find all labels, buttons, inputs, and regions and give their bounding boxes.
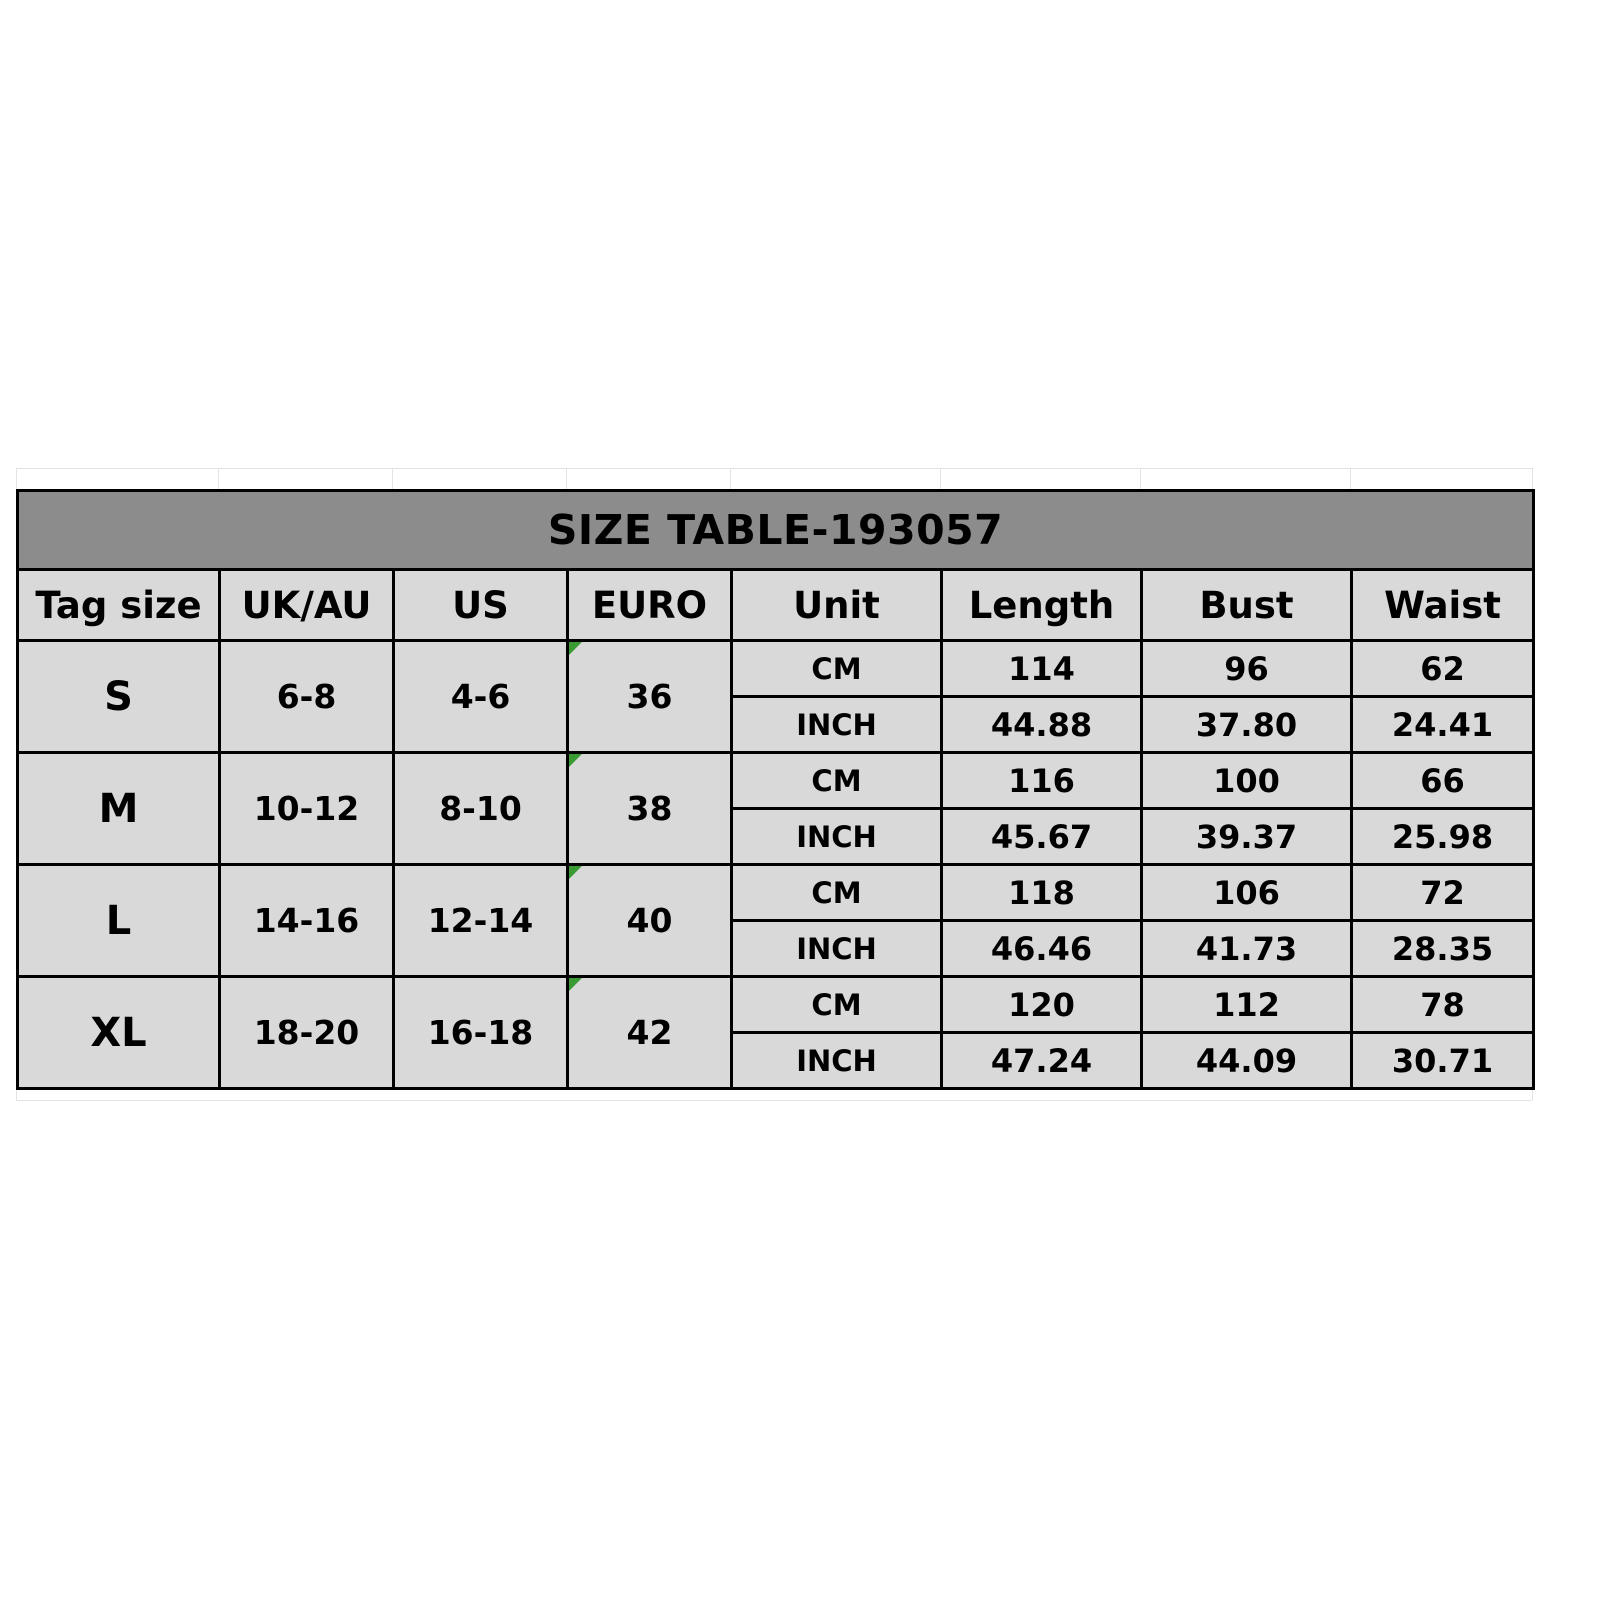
cell-length: 47.24 bbox=[942, 1033, 1142, 1089]
gridline bbox=[16, 468, 1532, 469]
cell-unit: CM bbox=[732, 641, 942, 697]
gridline bbox=[392, 468, 393, 490]
cell-length: 120 bbox=[942, 977, 1142, 1033]
cell-tag-size: L bbox=[18, 865, 220, 977]
column-header-bust: Bust bbox=[1142, 570, 1352, 641]
cell-unit: INCH bbox=[732, 921, 942, 977]
cell-length: 118 bbox=[942, 865, 1142, 921]
cell-unit: INCH bbox=[732, 1033, 942, 1089]
gridline bbox=[730, 468, 731, 490]
cell-us: 16-18 bbox=[394, 977, 568, 1089]
cell-uk-au: 18-20 bbox=[220, 977, 394, 1089]
cell-us: 8-10 bbox=[394, 753, 568, 865]
comment-marker-icon bbox=[569, 754, 582, 767]
cell-bust: 96 bbox=[1142, 641, 1352, 697]
cell-uk-au: 6-8 bbox=[220, 641, 394, 753]
cell-unit: INCH bbox=[732, 697, 942, 753]
cell-unit: CM bbox=[732, 753, 942, 809]
page-title: SIZE TABLE-193057 bbox=[18, 491, 1534, 570]
cell-uk-au: 10-12 bbox=[220, 753, 394, 865]
cell-tag-size: S bbox=[18, 641, 220, 753]
cell-length: 46.46 bbox=[942, 921, 1142, 977]
cell-bust: 100 bbox=[1142, 753, 1352, 809]
cell-waist: 78 bbox=[1352, 977, 1534, 1033]
comment-marker-icon bbox=[569, 978, 582, 991]
comment-marker-icon bbox=[569, 866, 582, 879]
cell-unit: CM bbox=[732, 977, 942, 1033]
column-header-us: US bbox=[394, 570, 568, 641]
cell-waist: 30.71 bbox=[1352, 1033, 1534, 1089]
cell-bust: 112 bbox=[1142, 977, 1352, 1033]
table-row bbox=[18, 865, 1534, 921]
column-header-uk-au: UK/AU bbox=[220, 570, 394, 641]
table-row bbox=[18, 753, 1534, 809]
table-title-row bbox=[18, 491, 1534, 570]
cell-waist: 62 bbox=[1352, 641, 1534, 697]
gridline bbox=[1350, 468, 1351, 490]
cell-euro bbox=[568, 753, 732, 865]
column-header-waist: Waist bbox=[1352, 570, 1534, 641]
cell-waist: 66 bbox=[1352, 753, 1534, 809]
cell-euro bbox=[568, 641, 732, 753]
cell-length: 45.67 bbox=[942, 809, 1142, 865]
cell-euro-value: 42 bbox=[626, 1013, 673, 1052]
cell-tag-size: XL bbox=[18, 977, 220, 1089]
cell-bust: 44.09 bbox=[1142, 1033, 1352, 1089]
column-header-tag-size: Tag size bbox=[18, 570, 220, 641]
cell-unit: INCH bbox=[732, 809, 942, 865]
cell-tag-size: M bbox=[18, 753, 220, 865]
table-row bbox=[18, 977, 1534, 1033]
cell-uk-au: 14-16 bbox=[220, 865, 394, 977]
cell-unit: CM bbox=[732, 865, 942, 921]
cell-bust: 41.73 bbox=[1142, 921, 1352, 977]
cell-length: 116 bbox=[942, 753, 1142, 809]
cell-length: 114 bbox=[942, 641, 1142, 697]
gridline bbox=[1140, 468, 1141, 490]
cell-euro-value: 38 bbox=[626, 789, 673, 828]
column-header-euro: EURO bbox=[568, 570, 732, 641]
cell-bust: 37.80 bbox=[1142, 697, 1352, 753]
cell-length: 44.88 bbox=[942, 697, 1142, 753]
column-header-unit: Unit bbox=[732, 570, 942, 641]
size-table bbox=[16, 489, 1535, 1090]
cell-euro bbox=[568, 865, 732, 977]
table-row bbox=[18, 641, 1534, 697]
cell-euro-value: 36 bbox=[626, 677, 673, 716]
cell-bust: 106 bbox=[1142, 865, 1352, 921]
cell-waist: 24.41 bbox=[1352, 697, 1534, 753]
cell-us: 4-6 bbox=[394, 641, 568, 753]
size-table-container bbox=[16, 489, 1532, 1090]
cell-us: 12-14 bbox=[394, 865, 568, 977]
cell-euro bbox=[568, 977, 732, 1089]
table-header-row bbox=[18, 570, 1534, 641]
gridline bbox=[16, 1100, 1532, 1101]
cell-waist: 72 bbox=[1352, 865, 1534, 921]
gridline bbox=[566, 468, 567, 490]
cell-bust: 39.37 bbox=[1142, 809, 1352, 865]
column-header-length: Length bbox=[942, 570, 1142, 641]
cell-euro-value: 40 bbox=[626, 901, 673, 940]
comment-marker-icon bbox=[569, 642, 582, 655]
cell-waist: 25.98 bbox=[1352, 809, 1534, 865]
cell-waist: 28.35 bbox=[1352, 921, 1534, 977]
gridline bbox=[218, 468, 219, 490]
gridline bbox=[940, 468, 941, 490]
